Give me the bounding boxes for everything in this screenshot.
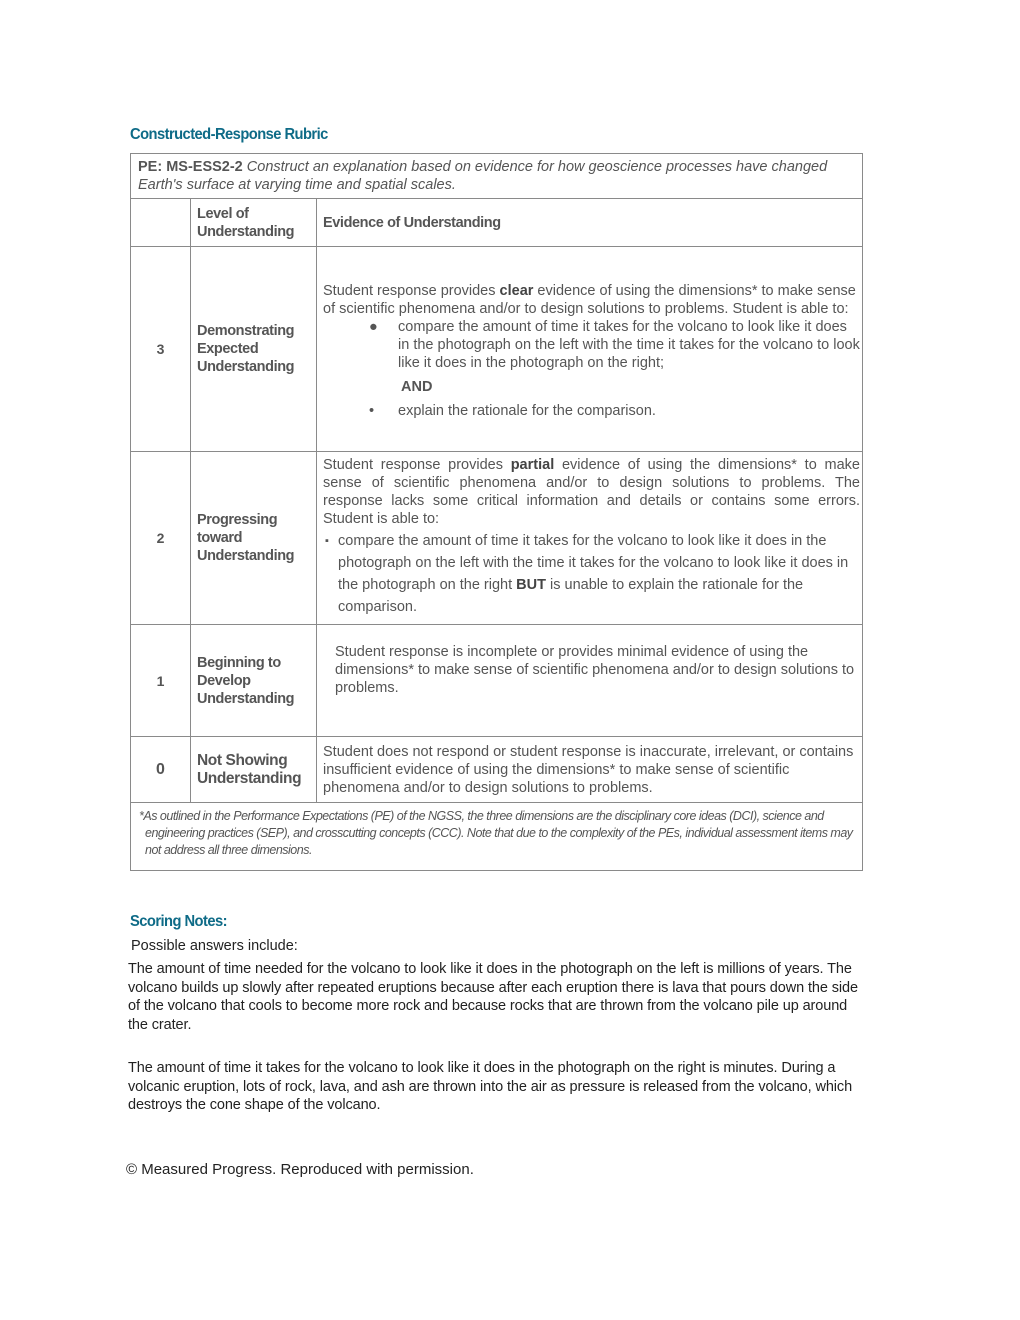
evidence-cell: Student response is incomplete or provides minimal evidence of using the dimensions* to make sense of scientific phenomena and/or to design solutions to problems.	[317, 625, 863, 737]
scoring-notes-title: Scoring Notes:	[130, 913, 227, 930]
copyright-notice: © Measured Progress. Reproduced with permission.	[126, 1161, 474, 1178]
and-connector: AND	[401, 379, 433, 395]
table-row	[131, 247, 863, 452]
evidence-header: Evidence of Understanding	[317, 199, 863, 247]
evidence-cell: Student response provides partial evidence of using the dimensions* to make sense of scientific phenomena and/or to design solutions to problems. The response lacks some critical information and details or contains some errors. Student is able to: ▪ compare the amount of time it takes for the volcano to look like it does in the photograph on the left with the time it takes for the volcano to look like it does in the photograph on the right BUT is unable to explain the rationale for the comparison.	[317, 452, 863, 625]
list-item: • explain the rationale for the comparison.	[369, 403, 656, 419]
level-header: Level of Understanding	[191, 199, 317, 247]
rubric-title: Constructed-Response Rubric	[130, 126, 328, 143]
table-row	[131, 737, 863, 803]
score-cell: 2	[131, 452, 191, 625]
pe-row	[131, 154, 863, 199]
criteria-list	[323, 318, 860, 372]
bullet-icon: ●	[369, 319, 378, 335]
possible-answer: The amount of time needed for the volcano to look like it does in the photograph on the left is millions of years. The volcano builds up slowly after repeated eruptions because after each eruption there is lava that pours down the side of the volcano that cools to become more rock and because rocks that are thrown from the volcano pile up around the crater.	[128, 961, 858, 1033]
footnote: *As outlined in the Performance Expectations (PE) of the NGSS, the three dimensions are the disciplinary core ideas (DCI), science and engineering practices (SEP), and crosscutting concepts (CCC). Note that due to the complexity of the PEs, individual assessment items may not address all three dimensions.	[131, 803, 863, 871]
footnote-row	[131, 803, 863, 871]
level-cell: Beginning to Develop Understanding	[191, 625, 317, 737]
bullet-icon: •	[369, 403, 375, 419]
level-cell: Demonstrating Expected Understanding	[191, 247, 317, 452]
list-item: ● compare the amount of time it takes for the volcano to look like it does in the photograph on the left with the time it takes for the volcano to look like it does in the photograph on the right;	[369, 319, 860, 371]
pe-statement	[131, 154, 863, 199]
table-row	[131, 625, 863, 737]
pe-code: PE: MS-ESS2-2	[138, 159, 243, 175]
criteria-list	[323, 402, 860, 420]
evidence-cell: Student does not respond or student response is inaccurate, irrelevant, or contains insufficient evidence of using the dimensions* to make sense of scientific phenomena and/or to design solutions to problems.	[317, 737, 863, 803]
score-cell: 3	[131, 247, 191, 452]
level-cell: Not Showing Understanding	[191, 737, 317, 803]
scoring-notes-intro: Possible answers include:	[131, 938, 298, 954]
possible-answer: The amount of time it takes for the volcano to look like it does in the photograph on the right is minutes. During a volcanic eruption, lots of rock, lava, and ash are thrown into the air as pressure is released from the volcano, which destroys the cone shape of the volcano.	[128, 1060, 853, 1113]
emphasis-partial: partial	[510, 457, 555, 473]
level-cell: Progressing toward Understanding	[191, 452, 317, 625]
table-row	[131, 452, 863, 625]
emphasis-clear: clear	[499, 283, 534, 299]
criteria-list	[323, 530, 860, 618]
pe-description: Construct an explanation based on evidence for how geoscience processes have changed Earth's surface at varying time and spatial scales.	[138, 159, 828, 193]
score-cell: 0	[131, 737, 191, 803]
bullet-icon: ▪	[325, 535, 329, 547]
list-item: ▪ compare the amount of time it takes for the volcano to look like it does in the photograph on the left with the time it takes for the volcano to look like it does in the photograph on the right BUT is unable to explain the rationale for the comparison.	[323, 530, 860, 618]
rubric-table	[130, 153, 863, 871]
header-row	[131, 199, 863, 247]
emphasis-but: BUT	[516, 577, 546, 593]
evidence-cell: Student response provides clear evidence of using the dimensions* to make sense of scientific phenomena and/or to design solutions to problems. Student is able to: ● compare the amount of time it takes for the volcano to look like it does in the photograph on the left with the time it takes for the volcano to look like it does in the photograph on the right; AND • explain the rationale for the comparison.	[317, 247, 863, 452]
score-cell: 1	[131, 625, 191, 737]
score-header	[131, 199, 191, 247]
